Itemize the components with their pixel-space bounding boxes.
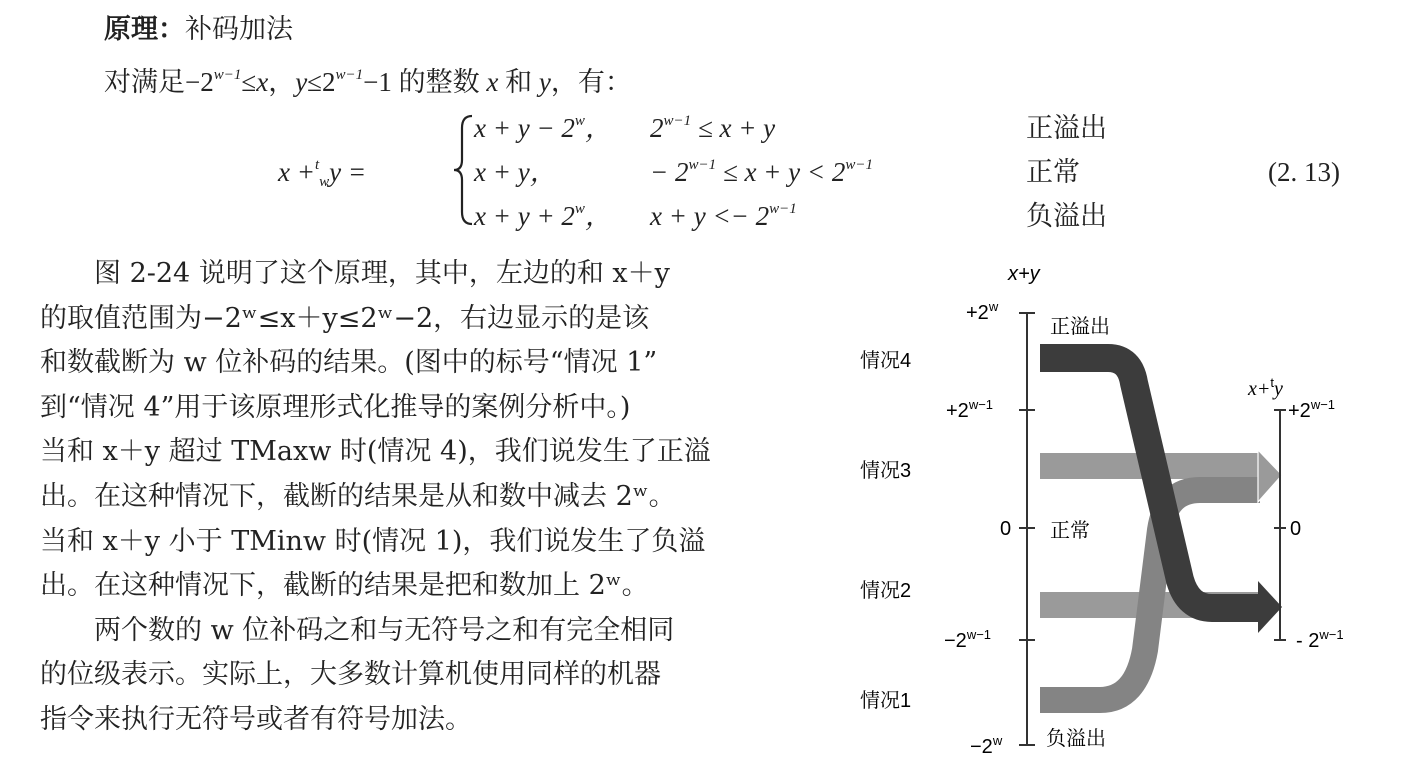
condition-le: ≤ [241, 67, 257, 97]
left-tick-label: $-2^w$ [970, 733, 1003, 758]
case2-expr: x + y， [474, 157, 557, 187]
right-tick-label: - $2^{w-1}$ [1296, 627, 1344, 652]
left-tick-label: $+2^{w-1}$ [946, 397, 994, 422]
case-label-1: 情况1 [860, 690, 912, 712]
body-line: 两个数的 w 位补码之和与无符号之和有完全相同 [40, 614, 675, 646]
condition-mid: 的整数 [391, 67, 487, 97]
condition-prefix: 对满足 [104, 67, 185, 97]
case3-cond-sup: w−1 [769, 201, 797, 217]
left-tick-label: 0 [1000, 518, 1012, 540]
right-axis-title: x+$^t$y [1248, 375, 1283, 400]
principle-line [104, 8, 293, 52]
body-line: 当和 x＋y 小于 TMinw 时(情况 1)，我们说发生了负溢 [40, 525, 706, 557]
case2-cond-tail: ≤ x + y < 2 [716, 157, 846, 187]
case-row-3 [474, 196, 612, 236]
region-label-positive-overflow: 正溢出 [1050, 316, 1110, 338]
case1-cond: 2 [650, 113, 664, 143]
case-row-1 [474, 108, 612, 148]
case-cond-1 [650, 108, 775, 148]
case1-expr: x + y − 2 [474, 113, 575, 143]
right-tick-label: $+2^{w-1}$ [1288, 397, 1336, 422]
body-line: 出。在这种情况下，截断的结果是把和数加上 2ʷ。 [40, 570, 649, 602]
body-line: 和数截断为 w 位补码的结果。(图中的标号“情况 1” [40, 347, 658, 379]
case-label-3: 情况3 [860, 460, 912, 482]
case1-expr-sup: w [574, 113, 585, 129]
body-line: 当和 x＋y 超过 TMaxw 时(情况 4)，我们说发生了正溢 [40, 436, 711, 468]
region-label-normal: 正常 [1050, 520, 1090, 542]
condition-suffix: ，有： [550, 67, 632, 97]
body-line: 指令来执行无符号或者有符号加法。 [40, 703, 472, 735]
case-label-2: 正常 [1026, 157, 1080, 187]
case-row-2 [474, 152, 557, 192]
body-line: 出。在这种情况下，截断的结果是从和数中减去 2ʷ。 [40, 480, 676, 512]
condition-x: x [256, 67, 269, 97]
condition-neg-two: −2 [185, 67, 214, 97]
condition-y2: y [538, 67, 551, 97]
principle-heading: 原理： [104, 14, 185, 45]
condition-exp: w−1 [213, 67, 242, 83]
left-axis-title: x+y [1008, 263, 1040, 285]
overflow-figure [840, 255, 1380, 775]
body-line: 的位级表示。实际上，大多数计算机使用同样的机器 [40, 659, 661, 691]
cases-brace [450, 112, 476, 228]
condition-x2: x [486, 67, 499, 97]
condition-exp2: w−1 [335, 67, 364, 83]
left-tick-label: $+2^w$ [966, 299, 999, 324]
case-label-1: 正溢出 [1026, 113, 1107, 143]
condition-comma: ， [268, 67, 296, 97]
case2-cond: − 2 [650, 157, 689, 187]
condition-line [104, 60, 632, 104]
lhs-sub: w [319, 174, 330, 190]
right-tick-label: 0 [1290, 518, 1302, 540]
case1-cond-tail: ≤ x + y [691, 113, 776, 143]
case3-expr-tail: ， [584, 201, 612, 231]
body-text [40, 252, 830, 743]
body-line: 到“情况 4”用于该原理形式化推导的案例分析中。) [40, 391, 631, 423]
arrow-case4 [1258, 581, 1282, 633]
arrow-case1-3 [1258, 450, 1282, 502]
case-label-2: 情况2 [860, 580, 912, 602]
body-line: 的取值范围为−2ʷ≤x＋y≤2ʷ−2，右边显示的是该 [40, 302, 650, 334]
region-label-negative-overflow: 负溢出 [1046, 728, 1106, 750]
left-tick-label: $-2^{w-1}$ [944, 627, 992, 652]
case-label-4: 情况4 [860, 350, 912, 372]
case2-cond-sup2: w−1 [845, 157, 873, 173]
case-label-3: 负溢出 [1026, 201, 1107, 231]
condition-minus-one: −1 [363, 67, 392, 97]
condition-y: y [295, 67, 308, 97]
case-cond-2 [650, 152, 873, 192]
case3-cond: x + y <− 2 [650, 201, 770, 231]
lhs-sup: t [314, 157, 320, 173]
lhs-y-equals: y = [329, 157, 367, 187]
lhs-x-plus: x + [278, 157, 315, 187]
case3-expr-sup: w [574, 201, 585, 217]
case1-expr-tail: ， [584, 113, 612, 143]
equation-lhs [278, 152, 366, 192]
case-cond-3 [650, 196, 797, 236]
equation-number: (2. 13) [1268, 157, 1340, 187]
condition-two: 2 [322, 67, 336, 97]
case1-cond-sup: w−1 [663, 113, 692, 129]
condition-le2: ≤ [307, 67, 322, 97]
body-line: 图 2-24 说明了这个原理，其中，左边的和 x＋y [40, 258, 670, 289]
case2-cond-sup: w−1 [688, 157, 717, 173]
condition-and: 和 [498, 67, 539, 97]
principle-title: 补码加法 [185, 14, 293, 45]
case3-expr: x + y + 2 [474, 201, 575, 231]
